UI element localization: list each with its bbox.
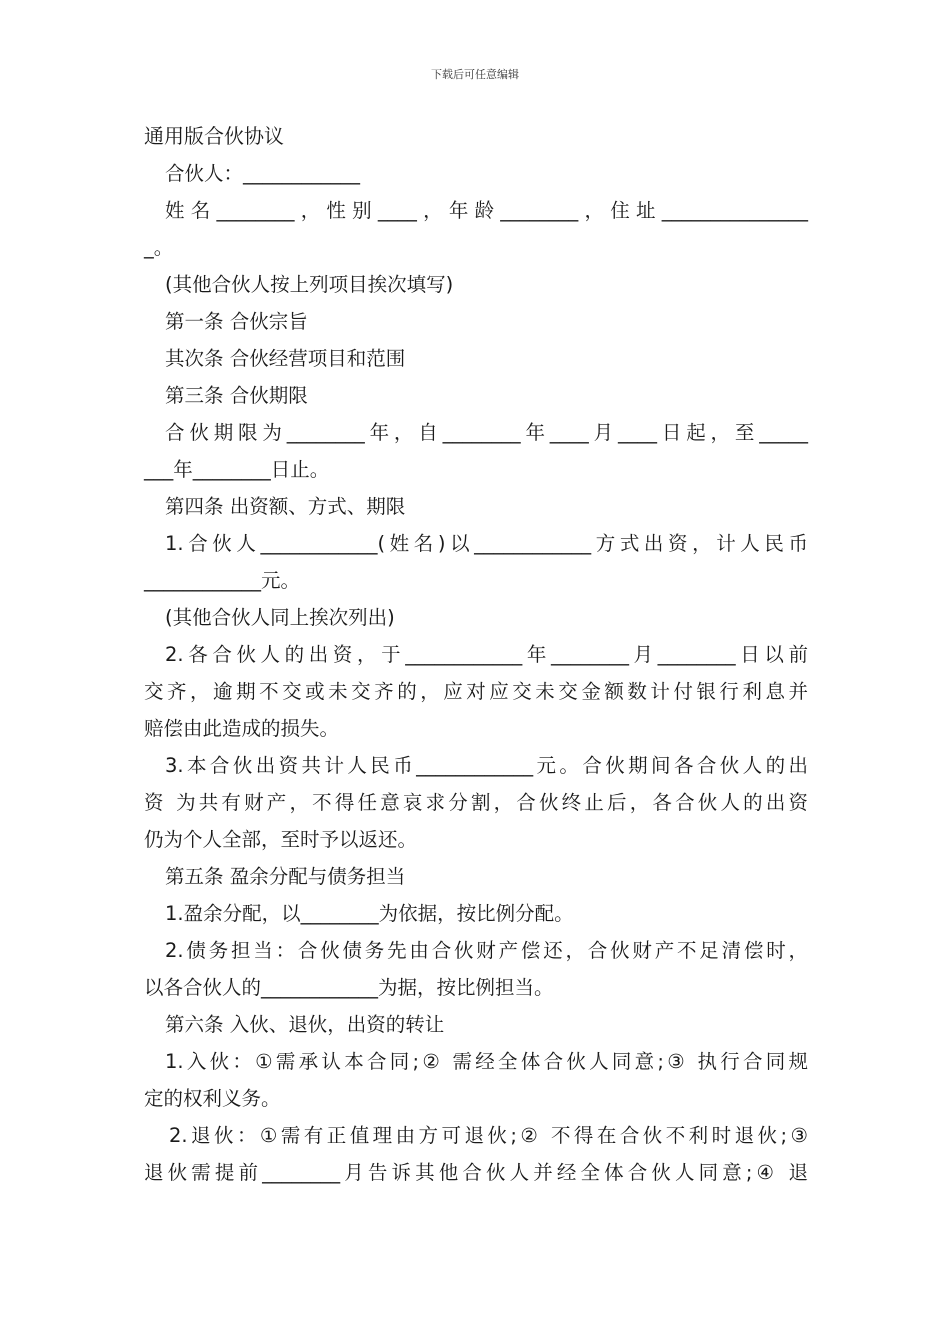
paragraph-line: 2.退伙：①需有正值理由方可退伙;② 不得在合伙不利时退伙;③: [169, 1124, 808, 1147]
note-line: (其他合伙人按上列项目挨次填写): [165, 273, 454, 296]
partner-info-line: 姓名________，性别____，年龄________，住址_______________: [165, 199, 808, 222]
paragraph-line: 1.入伙：①需承认本合同;② 需经全体合伙人同意;③ 执行合同规: [165, 1050, 808, 1073]
paragraph-line: 赔偿由此造成的损失。: [144, 717, 340, 740]
paragraph-line: 2.各合伙人的出资，于____________年________月________日以前: [165, 643, 808, 666]
partner-line: 合伙人：____________: [165, 162, 361, 185]
article-heading: 其次条 合伙经营项目和范围: [165, 347, 406, 370]
paragraph-line: 以各合伙人的____________为据，按比例担当。: [144, 976, 554, 999]
document-body: [144, 118, 808, 1191]
paragraph-line: ____________元。: [144, 569, 301, 592]
paragraph-line: 退伙需提前________月告诉其他合伙人并经全体合伙人同意;④ 退: [144, 1161, 808, 1184]
note-line: (其他合伙人同上挨次列出): [165, 606, 395, 629]
page-header: 下载后可任意编辑: [431, 68, 519, 81]
paragraph-line: 2.债务担当：合伙债务先由合伙财产偿还，合伙财产不足清偿时，: [165, 939, 808, 962]
paragraph-line: 仍为个人全部，至时予以返还。: [144, 828, 418, 851]
paragraph-line: 3.本合伙出资共计人民币____________元。合伙期间各合伙人的出: [165, 754, 808, 777]
article-heading: 第五条 盈余分配与债务担当: [165, 865, 406, 888]
paragraph-line: 定的权利义务。: [144, 1087, 281, 1110]
paragraph-line: 资 为共有财产，不得任意哀求分割，合伙终止后，各合伙人的出资: [144, 791, 808, 814]
paragraph-line: 1.合伙人____________(姓名)以____________方式出资，计人民币: [165, 532, 808, 555]
article-heading: 第六条 入伙、退伙，出资的转让: [165, 1013, 445, 1036]
paragraph-line: 合伙期限为________年，自________年____月____日起，至_____: [165, 421, 808, 444]
article-heading: 第四条 出资额、方式、期限: [165, 495, 406, 518]
article-heading: 第一条 合伙宗旨: [165, 310, 308, 333]
paragraph-line: 1.盈余分配，以________为依据，按比例分配。: [165, 902, 574, 925]
partner-info-cont: _。: [144, 236, 174, 259]
document-title: 通用版合伙协议: [144, 124, 284, 148]
article-heading: 第三条 合伙期限: [165, 384, 308, 407]
paragraph-line: ___年________日止。: [144, 458, 330, 481]
paragraph-line: 交齐，逾期不交或未交齐的，应对应交未交金额数计付银行利息并: [144, 680, 808, 703]
